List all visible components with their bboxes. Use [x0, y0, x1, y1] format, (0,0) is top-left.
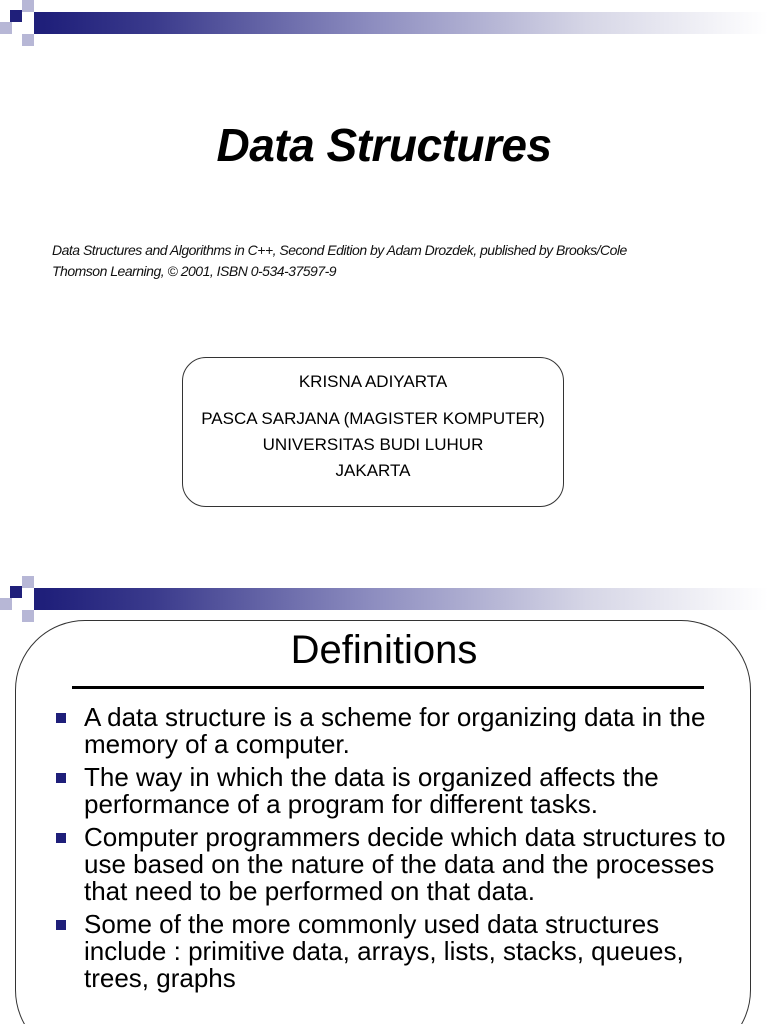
slide-title-text: Data Structures: [216, 119, 552, 171]
header-band: [44, 12, 768, 34]
list-item: [56, 704, 736, 758]
affiliation-line: PASCA SARJANA (MAGISTER KOMPUTER): [201, 409, 545, 428]
reference-text: [52, 240, 732, 282]
decor-square: [34, 12, 44, 34]
decor-square: [10, 10, 22, 22]
bullet-square-icon: [56, 833, 66, 843]
bullet-square-icon: [56, 920, 66, 930]
list-item-text: Computer programmers decide which data structures to use based on the nature of the data and the processes that need to be performed on that data.: [84, 822, 726, 906]
list-item-text: The way in which the data is organized affects the performance of a program for different tasks.: [84, 762, 659, 819]
decor-square: [22, 34, 34, 46]
decor-square: [22, 0, 34, 12]
definitions-list: [56, 704, 736, 998]
author-name: KRISNA ADIYARTA: [298, 372, 448, 391]
slide-definitions: [0, 576, 768, 1024]
decor-square: [0, 22, 12, 34]
reference-line: Data Structures and Algorithms in C++, Second Edition by Adam Drozdek, published by Brooks/Cole: [52, 242, 627, 258]
decor-square: [22, 610, 34, 622]
list-item: [56, 911, 736, 992]
list-item-text: A data structure is a scheme for organizing data in the memory of a computer.: [84, 702, 706, 759]
definitions-title: Definitions: [290, 628, 478, 672]
bullet-square-icon: [56, 773, 66, 783]
bullet-square-icon: [56, 713, 66, 723]
affiliation: [183, 406, 563, 484]
decor-square: [10, 586, 22, 598]
author-box: [182, 357, 564, 507]
decor-square: [34, 588, 44, 610]
header-band: [44, 588, 768, 610]
decor-square: [22, 576, 34, 588]
title-divider: [72, 686, 704, 689]
decor-square: [0, 598, 12, 610]
reference-line: Thomson Learning, © 2001, ISBN 0-534-37597-9: [52, 263, 337, 279]
list-item: [56, 764, 736, 818]
list-item-text: Some of the more commonly used data structures include : primitive data, arrays, lists, stacks, queues, trees, graphs: [84, 909, 684, 993]
affiliation-line: UNIVERSITAS BUDI LUHUR: [262, 435, 484, 454]
list-item: [56, 824, 736, 905]
affiliation-line: JAKARTA: [335, 461, 411, 480]
